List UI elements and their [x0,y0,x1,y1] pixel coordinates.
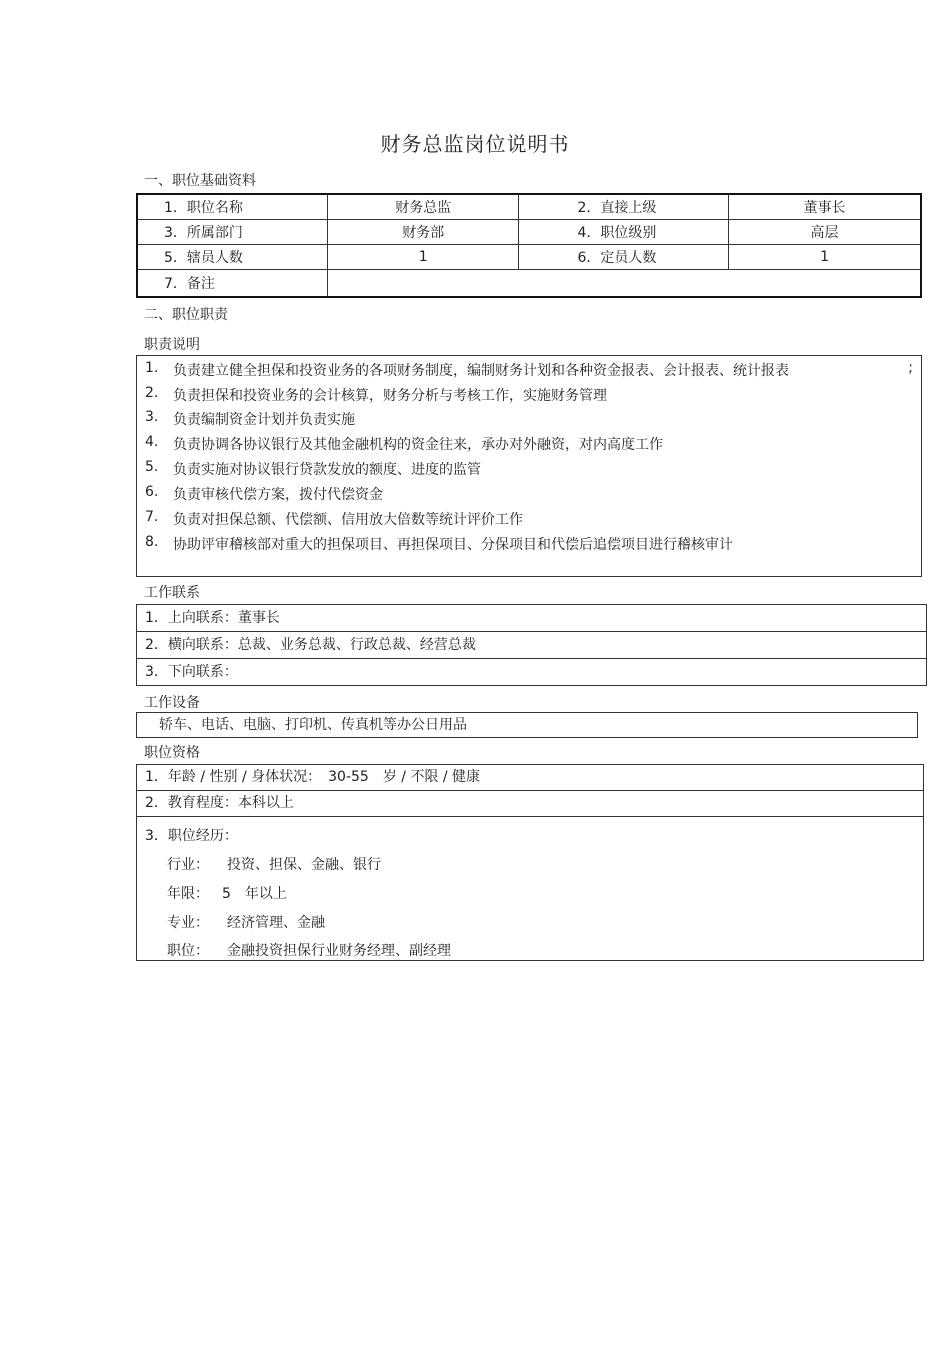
table-row [137,245,921,270]
item-number: 5. [145,459,159,475]
table-cell: 4．职位级别 [519,220,729,245]
table-cell: 5．辖员人数 [137,245,328,270]
experience-label: 3．职位经历： [145,828,238,844]
detail-value: 经济管理、金融 [227,915,325,931]
detail-label: 专业： [167,915,209,931]
list-item [145,459,913,481]
table-cell: 董事长 [729,194,921,220]
table-cell: 6．定员人数 [519,245,729,270]
duty-list [136,355,922,577]
list-item [145,385,913,407]
qualification-table [136,764,924,961]
table-cell: 财务部 [328,220,519,245]
table-cell: 1．职位名称 [137,194,328,220]
table-cell: 1 [729,245,921,270]
item-text: 负责审核代偿方案，拨付代偿资金 [173,487,383,503]
detail-value: 投资、担保、金融、银行 [227,857,381,873]
list-item [145,360,913,382]
qualification-education: 2．教育程度：本科以上 [136,790,924,817]
item-number: 7. [145,509,159,525]
table-row [137,194,921,220]
item-text: 负责对担保总额、代偿额、信用放大倍数等统计评价工作 [173,512,523,528]
list-item [145,434,913,456]
list-item [145,534,913,556]
relation-heading: 工作联系 [144,585,200,601]
item-text: 协助评审稽核部对重大的担保项目、再担保项目、分保项目和代偿后追偿项目进行稽核审计 [173,537,733,553]
equipment-heading: 工作设备 [144,695,200,711]
table-cell: 7．备注 [137,270,328,298]
relation-upward: 1．上向联系：董事长 [136,604,927,632]
item-number: 3. [145,409,159,425]
item-number: 1. [145,360,159,376]
section-heading-basic: 一、职位基础资料 [144,173,256,189]
item-number: 6. [145,484,159,500]
item-text: 负责实施对协议银行贷款发放的额度、进度的监管 [173,462,481,478]
table-cell: 1 [328,245,519,270]
item-text: 负责担保和投资业务的会计核算，财务分析与考核工作，实施财务管理 [173,388,607,404]
table-row [137,270,921,298]
item-text: 负责建立健全担保和投资业务的各项财务制度，编制财务计划和各种资金报表、会计报表、统计报表 [173,363,789,379]
detail-label: 年限： [167,886,209,902]
section-heading-duties: 二、职位职责 [144,307,228,323]
duty-heading: 职责说明 [144,337,200,353]
qualification-experience [136,816,924,961]
table-cell: 2．直接上级 [519,194,729,220]
table-cell: 财务总监 [328,194,519,220]
item-text: 负责编制资金计划并负责实施 [173,412,355,428]
item-text: 负责协调各协议银行及其他金融机构的资金往来，承办对外融资，对内高度工作 [173,437,663,453]
qualification-age-gender-health: 1．年龄 / 性别 / 身体状况： 30-55 岁 / 不限 / 健康 [136,764,924,791]
list-item [145,509,913,531]
relation-downward: 3．下向联系： [136,658,927,686]
qualification-heading: 职位资格 [144,745,200,761]
detail-value: 5 年以上 [222,886,287,902]
item-number: 8. [145,534,159,550]
item-number: 4. [145,434,159,450]
relation-list [136,604,927,686]
basic-info-table [136,193,922,298]
table-row [137,220,921,245]
detail-label: 职位： [167,943,209,959]
table-cell-remark [328,270,921,298]
list-item [145,409,913,431]
detail-label: 行业： [167,857,209,873]
table-cell: 高层 [729,220,921,245]
list-item [145,484,913,506]
relation-lateral: 2．横向联系：总裁、业务总裁、行政总裁、经营总裁 [136,631,927,659]
item-number: 2. [145,385,159,401]
equipment-box: 轿车、电话、电脑、打印机、传真机等办公日用品 [136,712,918,738]
table-cell: 3．所属部门 [137,220,328,245]
duty-1-terminator: ; [908,360,913,376]
page-title: 财务总监岗位说明书 [380,132,570,156]
detail-value: 金融投资担保行业财务经理、副经理 [227,943,451,959]
